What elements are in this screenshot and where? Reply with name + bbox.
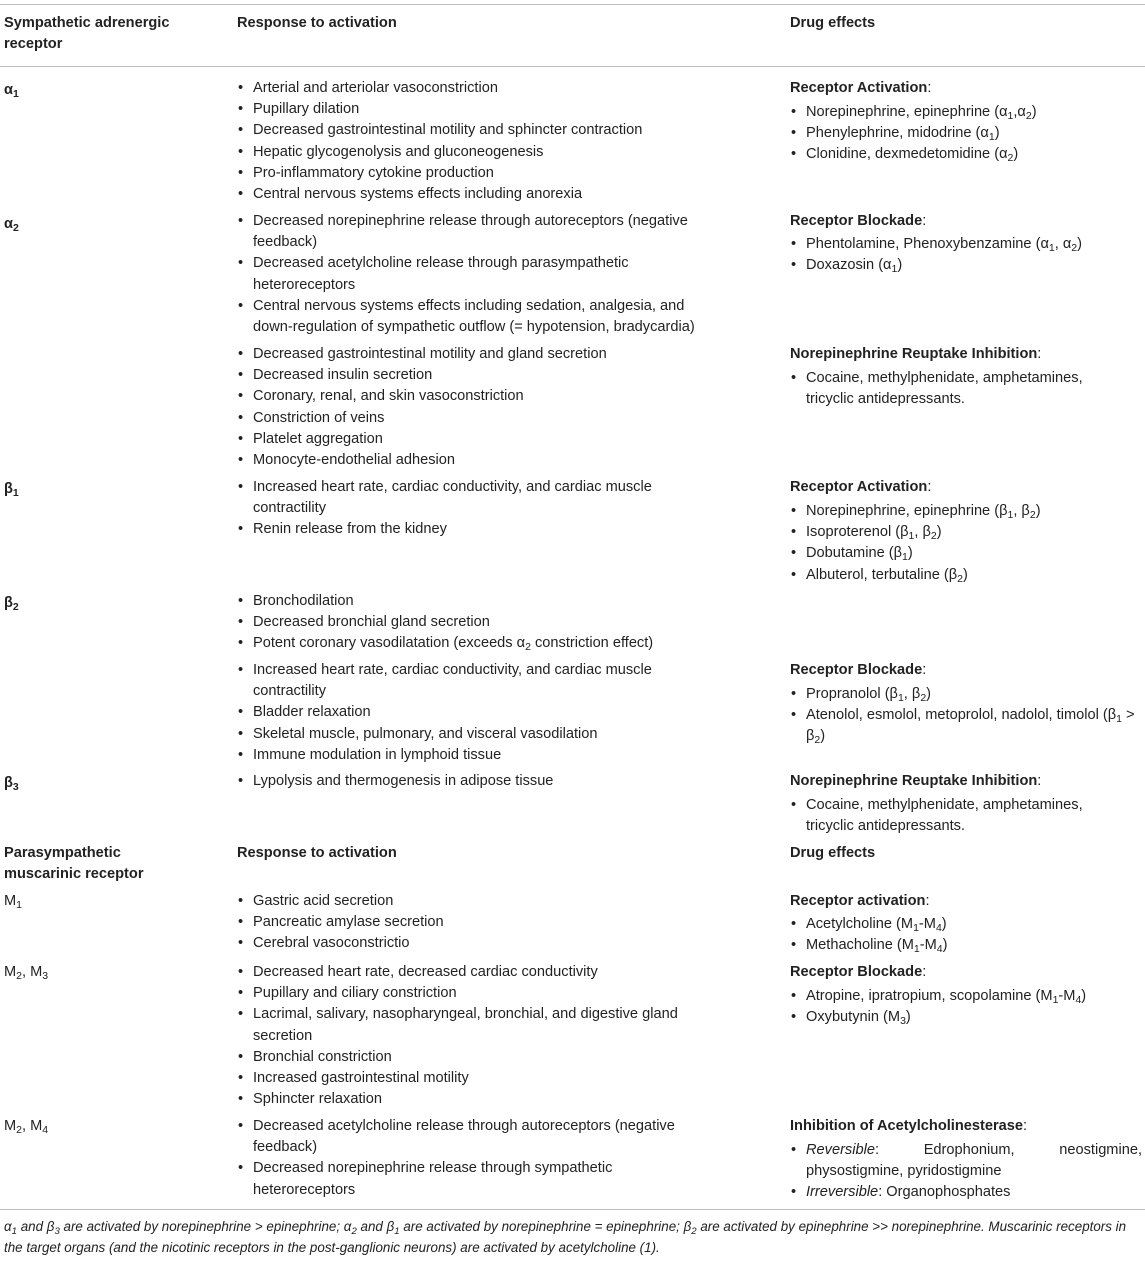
list-item: • Decreased bronchial gland secretion bbox=[237, 612, 717, 633]
list-item: • Isoproterenol ($\beta_1$, $\beta_2$) bbox=[790, 522, 1142, 543]
list-item: • Norepinephrine, epinephrine ($\beta_1$, $\beta_2$) bbox=[790, 501, 1142, 522]
list-item: • Lacrimal, salivary, nasopharyngeal, bronchial, and digestive gland secretion bbox=[237, 1004, 717, 1046]
list-item: • Gastric acid secretion bbox=[237, 891, 717, 912]
beta3-responses bbox=[237, 771, 717, 792]
m1-responses bbox=[237, 891, 717, 955]
list-item: • Arterial and arteriolar vasoconstriction bbox=[237, 78, 717, 99]
list-item: • Decreased gastrointestinal motility and gland secretion bbox=[237, 344, 717, 365]
alpha2-drugs-a bbox=[790, 234, 1142, 276]
receptor-m1: $M_1$ bbox=[4, 893, 23, 911]
list-item: • Skeletal muscle, pulmonary, and visceral vasodilation bbox=[237, 724, 717, 745]
list-item: • Pupillary dilation bbox=[237, 99, 717, 120]
alpha2-drugs-b bbox=[790, 368, 1100, 410]
beta1-drugs bbox=[790, 501, 1142, 586]
drug-heading: Norepinephrine Reuptake Inhibition: bbox=[790, 773, 1042, 789]
list-item: • Norepinephrine, epinephrine $(\alpha_1,\alpha_2)$ bbox=[790, 102, 1142, 123]
list-item: • Cerebral vasoconstrictio bbox=[237, 933, 717, 954]
list-item: • Coronary, renal, and skin vasoconstriction bbox=[237, 386, 717, 407]
list-item: • Decreased heart rate, decreased cardiac conductivity bbox=[237, 962, 717, 983]
m2m4-drugs bbox=[790, 1140, 1142, 1204]
para-header-drug-effects: Drug effects bbox=[790, 845, 876, 861]
list-item: • Constriction of veins bbox=[237, 408, 717, 429]
m2m4-responses bbox=[237, 1116, 717, 1201]
list-item: • Propranolol ($\beta_1$, $\beta_2$) bbox=[790, 684, 1142, 705]
list-item: • Pro-inflammatory cytokine production bbox=[237, 163, 717, 184]
receptor-alpha1: $\alpha_1$ bbox=[4, 82, 19, 100]
drug-heading: Receptor Blockade: bbox=[790, 213, 927, 229]
alpha1-responses bbox=[237, 78, 717, 205]
list-item: • Central nervous systems effects including anorexia bbox=[237, 184, 717, 205]
alpha2-responses-b bbox=[237, 344, 717, 471]
table-bottom-rule bbox=[0, 1209, 1145, 1210]
list-item: • Albuterol, terbutaline $(\beta_2)$ bbox=[790, 565, 1142, 586]
list-item: • Renin release from the kidney bbox=[237, 519, 717, 540]
drug-heading: Inhibition of Acetylcholinesterase: bbox=[790, 1118, 1028, 1134]
m2m3-drugs bbox=[790, 986, 1142, 1028]
list-item: • Pancreatic amylase secretion bbox=[237, 912, 717, 933]
list-item: • Decreased acetylcholine release through autoreceptors (negative feedback) bbox=[237, 1116, 717, 1158]
list-item: • Decreased insulin secretion bbox=[237, 365, 717, 386]
alpha2-responses-a bbox=[237, 211, 717, 338]
m1-drugs bbox=[790, 914, 1142, 956]
drug-heading: Receptor Activation: bbox=[790, 479, 932, 495]
list-item: • Phentolamine, Phenoxybenzamine ($\alpha_1$, $\alpha_2$) bbox=[790, 234, 1142, 255]
m2m3-responses bbox=[237, 962, 717, 1110]
alpha1-drugs bbox=[790, 102, 1142, 166]
receptor-m2-m4: $M_2$, $M_4$ bbox=[4, 1118, 49, 1136]
list-item: • Increased heart rate, cardiac conductivity, and cardiac muscle contractility bbox=[237, 477, 717, 519]
drug-heading: Receptor Blockade: bbox=[790, 662, 927, 678]
list-item: • Acetylcholine $(M_1-M_4)$ bbox=[790, 914, 1142, 935]
header-bottom-rule bbox=[0, 66, 1145, 67]
list-item: • Monocyte-endothelial adhesion bbox=[237, 450, 717, 471]
receptor-beta1: $\beta_1$ bbox=[4, 481, 19, 499]
list-item: • Atropine, ipratropium, scopolamine $(M_1-M_4)$ bbox=[790, 986, 1142, 1007]
list-item: • Reversible: Edrophonium, neostigmine, physostigmine, pyridostigmine bbox=[790, 1140, 1142, 1182]
list-item: • Bronchodilation bbox=[237, 591, 717, 612]
list-item: • Hepatic glycogenolysis and gluconeogenesis bbox=[237, 142, 717, 163]
list-item: • Atenolol, esmolol, metoprolol, nadolol, timolol $(\beta_1 > \beta_2)$ bbox=[790, 705, 1142, 747]
list-item: • Pupillary and ciliary constriction bbox=[237, 983, 717, 1004]
table-top-rule bbox=[0, 4, 1145, 5]
list-item: • Immune modulation in lymphoid tissue bbox=[237, 745, 717, 766]
header-drug-effects: Drug effects bbox=[790, 15, 876, 31]
list-item: • Sphincter relaxation bbox=[237, 1089, 717, 1110]
para-header-receptor: Parasympathetic muscarinic receptor bbox=[4, 845, 144, 883]
header-receptor: Sympathetic adrenergic receptor bbox=[4, 15, 170, 53]
list-item: • Cocaine, methylphenidate, amphetamines, tricyclic antidepressants. bbox=[790, 795, 1100, 837]
list-item: • Clonidine, dexmedetomidine $(\alpha_2)$ bbox=[790, 144, 1142, 165]
list-item: • Dobutamine $(\beta_1)$ bbox=[790, 543, 1142, 564]
beta2-drugs bbox=[790, 684, 1142, 748]
drug-heading: Norepinephrine Reuptake Inhibition: bbox=[790, 346, 1042, 362]
beta3-drugs bbox=[790, 795, 1100, 837]
receptor-beta3: $\beta_3$ bbox=[4, 775, 19, 793]
receptor-m2-m3: $M_2$, $M_3$ bbox=[4, 964, 49, 982]
list-item: • Doxazosin $(\alpha_1)$ bbox=[790, 255, 1142, 276]
list-item: • Lypolysis and thermogenesis in adipose tissue bbox=[237, 771, 717, 792]
table-footnote: $\alpha_1$ and $\beta_3$ are activated by norepinephrine > epinephrine; $\alpha_2$ and $\beta_1$ are activated by norepinephrine = epinephrine; $\beta_2$ are activated by epinephrine >> norepinephrine. Muscarinic receptors in the target organs (and the nicotinic receptors in the post-ganglionic neurons) are activated by acetylcholine (1). bbox=[4, 1219, 1127, 1255]
drug-heading: Receptor Blockade: bbox=[790, 964, 927, 980]
list-item: • Platelet aggregation bbox=[237, 429, 717, 450]
list-item: • Bladder relaxation bbox=[237, 702, 717, 723]
header-response: Response to activation bbox=[237, 15, 397, 31]
list-item: • Cocaine, methylphenidate, amphetamines, tricyclic antidepressants. bbox=[790, 368, 1100, 410]
para-header-response: Response to activation bbox=[237, 845, 397, 861]
list-item: • Irreversible: Organophosphates bbox=[790, 1182, 1142, 1203]
list-item: • Bronchial constriction bbox=[237, 1047, 717, 1068]
list-item: • Decreased acetylcholine release through parasympathetic heteroreceptors bbox=[237, 253, 717, 295]
beta2-responses-a bbox=[237, 591, 717, 655]
list-item: • Increased heart rate, cardiac conductivity, and cardiac muscle contractility bbox=[237, 660, 717, 702]
drug-heading: Receptor activation: bbox=[790, 893, 930, 909]
receptor-alpha2: $\alpha_2$ bbox=[4, 216, 19, 234]
list-item: • Phenylephrine, midodrine $(\alpha_1)$ bbox=[790, 123, 1142, 144]
list-item: • Potent coronary vasodilatation (exceeds $\alpha_2$ constriction effect) bbox=[237, 633, 717, 654]
receptor-beta2: $\beta_2$ bbox=[4, 595, 19, 613]
drug-heading: Receptor Activation: bbox=[790, 80, 932, 96]
beta2-responses-b bbox=[237, 660, 717, 766]
beta1-responses bbox=[237, 477, 717, 541]
list-item: • Oxybutynin $(M_3)$ bbox=[790, 1007, 1142, 1028]
list-item: • Central nervous systems effects including sedation, analgesia, and down-regulation of sympathetic outflow (= hypotension, bradycardia) bbox=[237, 296, 717, 338]
list-item: • Decreased gastrointestinal motility and sphincter contraction bbox=[237, 120, 717, 141]
list-item: • Increased gastrointestinal motility bbox=[237, 1068, 717, 1089]
list-item: • Decreased norepinephrine release through sympathetic heteroreceptors bbox=[237, 1158, 717, 1200]
list-item: • Decreased norepinephrine release through autoreceptors (negative feedback) bbox=[237, 211, 717, 253]
list-item: • Methacholine $(M_1-M_4)$ bbox=[790, 935, 1142, 956]
